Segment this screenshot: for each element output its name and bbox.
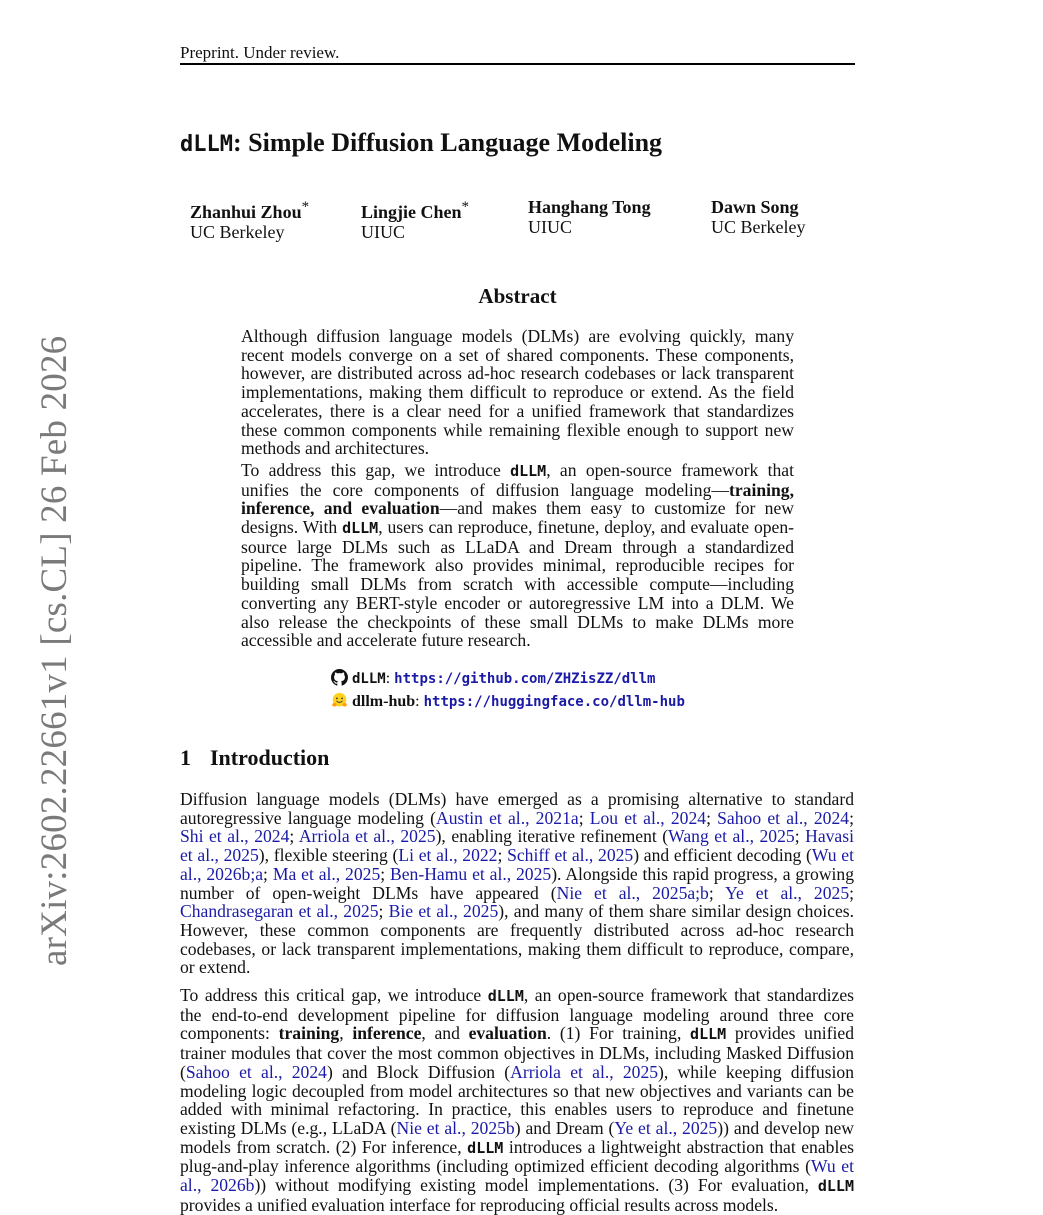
citation-link[interactable]: Ben-Hamu et al., 2025 xyxy=(390,863,552,884)
abstract-text: —and makes them easy to customize for new designs. With xyxy=(241,498,794,538)
emphasis-text: evaluation xyxy=(468,1023,547,1044)
abstract-text: , an open-source framework that unifies the core components of diffusion language modeling— xyxy=(241,459,794,500)
github-icon xyxy=(331,669,348,686)
citation-link[interactable]: Ye et al., 2025 xyxy=(614,1117,718,1138)
citation-link[interactable]: Nie et al., 2025a;b xyxy=(556,882,709,903)
author-name: Hanghang Tong xyxy=(528,197,651,217)
paragraph-text: ; xyxy=(497,845,508,866)
author-block xyxy=(361,197,469,242)
paragraph-text: ) and Block Diffusion ( xyxy=(326,1061,511,1082)
citation-link[interactable]: Sahoo et al., 2024 xyxy=(185,1061,327,1082)
paragraph-text: To address this critical gap, we introduce xyxy=(180,985,488,1006)
paragraph-text: ) and Dream ( xyxy=(514,1117,615,1138)
paper-title xyxy=(180,128,662,158)
citation-link[interactable]: Arriola et al., 2025 xyxy=(298,826,436,847)
author-name: Dawn Song xyxy=(711,197,799,217)
paragraph-text: ), enabling iterative refinement ( xyxy=(435,826,669,847)
citation-link[interactable]: Schiff et al., 2025 xyxy=(507,845,634,866)
system-name-code: dLLM xyxy=(510,461,547,480)
equal-contribution-mark: * xyxy=(301,199,310,215)
system-name-code: dLLM xyxy=(690,1025,727,1044)
author-affiliation: UC Berkeley xyxy=(190,222,285,242)
paragraph-text: ). Alongside this rapid progress, a growing number of open-weight DLMs have appeared ( xyxy=(180,863,855,903)
citation-link[interactable]: Ye et al., 2025 xyxy=(725,882,850,903)
author-affiliation: UIUC xyxy=(528,217,572,237)
author-block xyxy=(711,197,805,237)
abstract-paragraph: Although diffusion language models (DLMs) are evolving quickly, many recent models converge on a set of shared components. These components, however, are distributed across ad-hoc research codebases or lack transparent implementations, making them difficult to reproduce or extend. As the field accelerates, there is a clear need for a unified framework that standardizes these common components while remaining flexible enough to support new methods and architectures. xyxy=(241,326,794,459)
abstract-text: To address this gap, we introduce xyxy=(241,459,511,480)
paragraph-text: ; xyxy=(849,807,854,828)
paragraph-text: ; xyxy=(849,882,855,903)
introduction-body xyxy=(180,790,854,1214)
author-affiliation: UIUC xyxy=(361,222,405,242)
system-name-code: dLLM xyxy=(487,987,524,1006)
paragraph-text: , xyxy=(339,1023,353,1044)
paragraph-text: ; xyxy=(706,807,718,828)
hugging-face-url-link[interactable]: https://huggingface.co/dllm-hub xyxy=(423,694,685,710)
paragraph-text: , an open-source framework that standardizes the end-to-end development pipeline for diffusion language modeling around three core components: xyxy=(180,985,854,1044)
paragraph-text: . (1) For training, xyxy=(546,1023,691,1044)
emphasis-text: training xyxy=(278,1023,340,1044)
citation-link[interactable]: Austin et al., 2021a xyxy=(436,807,579,828)
header-rule xyxy=(180,63,855,65)
citation-link[interactable]: Arriola et al., 2025 xyxy=(510,1061,659,1082)
github-url-link[interactable]: https://github.com/ZHZisZZ/dllm xyxy=(394,671,656,687)
paragraph-text: ) and efficient decoding ( xyxy=(633,845,812,866)
citation-link[interactable]: Nie et al., 2025b xyxy=(396,1117,515,1138)
link-separator: : xyxy=(415,693,424,710)
abstract-paragraph xyxy=(241,461,794,650)
citation-link[interactable]: Lou et al., 2024 xyxy=(589,807,707,828)
paragraph-text: ), while keeping diffusion modeling logic decoupled from model architectures so that new objectives and variants can be added with minimal refactoring. In practice, this enables users to reproduce and finetune existing DLMs (e.g., LLaDA ( xyxy=(180,1061,855,1138)
github-link-label: dLLM xyxy=(352,671,386,687)
citation-link[interactable]: Wang et al., 2025 xyxy=(668,826,795,847)
author-block xyxy=(190,197,309,242)
introduction-paragraph xyxy=(180,790,854,977)
citation-link[interactable]: Chandrasegaran et al., 2025 xyxy=(180,901,379,922)
paragraph-text: , and xyxy=(421,1023,469,1044)
paragraph-text: ; xyxy=(380,863,391,884)
section-title: Introduction xyxy=(210,745,330,770)
hugging-face-link-row xyxy=(331,692,685,711)
system-name-code: dLLM xyxy=(467,1138,504,1157)
hugging-face-link-label: dllm-hub xyxy=(352,693,416,710)
arxiv-identifier-stamp: arXiv:2602.22661v1 [cs.CL] 26 Feb 2026 xyxy=(34,335,75,966)
system-name-code: dLLM xyxy=(817,1177,854,1196)
link-separator: : xyxy=(385,670,395,687)
citation-link[interactable]: Havasi et al., 2025 xyxy=(180,826,854,866)
paragraph-text: ; xyxy=(708,882,726,903)
paragraph-text: )) and develop new models from scratch. (2) For inference, xyxy=(180,1117,855,1157)
hugging-face-icon xyxy=(331,692,348,709)
abstract-body xyxy=(241,327,794,650)
github-link-row xyxy=(331,669,655,688)
paragraph-text: ; xyxy=(794,826,806,847)
citation-link[interactable]: Shi et al., 2024 xyxy=(180,826,290,847)
title-system-name: dLLM xyxy=(180,132,233,157)
paragraph-text: ; xyxy=(378,901,389,922)
paragraph-text: )) without modifying existing model implementations. (3) For evaluation, xyxy=(254,1175,818,1196)
paragraph-text: ; xyxy=(263,863,273,884)
citation-link[interactable]: Wu et al., 2026b xyxy=(180,1156,854,1196)
introduction-paragraph xyxy=(180,986,854,1214)
author-block xyxy=(528,197,651,237)
citation-link[interactable]: Wu et al., 2026b;a xyxy=(180,845,854,884)
emphasis-text: inference xyxy=(352,1023,422,1044)
paragraph-text: ; xyxy=(578,807,590,828)
paragraph-text: provides a unified evaluation interface for reproducing official results across models. xyxy=(180,1194,779,1215)
paragraph-text: ; xyxy=(289,826,299,847)
citation-link[interactable]: Sahoo et al., 2024 xyxy=(717,807,850,828)
running-head: Preprint. Under review. xyxy=(180,43,340,62)
equal-contribution-mark: * xyxy=(461,199,470,215)
abstract-heading: Abstract xyxy=(478,284,557,308)
system-name-code: dLLM xyxy=(342,519,379,538)
paragraph-text: ), and many of them share similar design choices. However, these common components are frequently distributed across ad-hoc research codebases, or lack transparent implementations, making them difficult to reproduce, compare, or extend. xyxy=(180,901,854,978)
author-affiliation: UC Berkeley xyxy=(711,217,806,237)
paragraph-text: introduces a lightweight abstraction that enables plug-and-play inference algorithms (including optimized efficient decoding algorithms ( xyxy=(180,1136,854,1177)
author-name: Zhanhui Zhou xyxy=(190,202,302,222)
paragraph-text: Diffusion language models (DLMs) have emerged as a promising alternative to standard autoregressive language modeling ( xyxy=(180,789,854,828)
citation-link[interactable]: Ma et al., 2025 xyxy=(272,863,381,884)
section-number: 1 xyxy=(180,745,191,770)
paragraph-text: ), flexible steering ( xyxy=(258,845,399,866)
section-heading xyxy=(180,745,329,771)
citation-link[interactable]: Bie et al., 2025 xyxy=(388,901,499,922)
paragraph-text: provides unified trainer modules that cover the most common objectives in DLMs, including Masked Diffusion ( xyxy=(180,1023,854,1082)
abstract-emphasis: training, inference, and evaluation xyxy=(241,479,794,519)
citation-link[interactable]: Li et al., 2022 xyxy=(398,845,498,866)
abstract-text: , users can reproduce, finetune, deploy, and evaluate open-source large DLMs such as LLaDA and Dream through a standardized pipeline. The framework also provides minimal, reproducible recipes for building small DLMs from scratch with accessible compute—including converting any BERT-style encoder or autoregressive LM into a DLM. We also release the checkpoints of these small DLMs to make DLMs more accessible and accelerate future research. xyxy=(241,517,795,651)
title-text: : Simple Diffusion Language Modeling xyxy=(232,128,663,157)
author-name: Lingjie Chen xyxy=(361,202,462,222)
